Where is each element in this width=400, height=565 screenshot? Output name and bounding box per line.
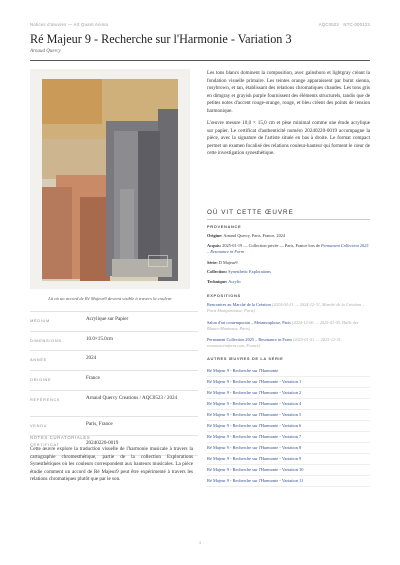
- collection-label: Collection:: [207, 269, 228, 274]
- meta-row-sold: [30, 417, 198, 437]
- acquired-label: Acquis:: [207, 243, 222, 248]
- other-work-link[interactable]: Ré Majeur 9 - Recherche sur l'Harmonie - Variation 8: [207, 443, 370, 454]
- series-label: Série:: [207, 260, 218, 265]
- artwork-caption: Là où un accord de Ré Majeur9 devient visible à travers la couleur: [48, 296, 172, 301]
- provenance-heading: PROVENANCE: [207, 224, 242, 229]
- meta-key: DIMENSIONS: [30, 337, 62, 343]
- meta-row-reference: [30, 391, 198, 417]
- exhibition-name[interactable]: Rencontres au Marché de la Création: [207, 302, 271, 307]
- technique-link[interactable]: Acrylic: [228, 279, 242, 284]
- where-divider: [207, 219, 370, 220]
- provenance-technique: [207, 279, 370, 285]
- exhibition-detail: (2025-01-01 → 2025-12-31, resonanceinform.com, France): [207, 337, 342, 348]
- technique-label: Technique:: [207, 279, 228, 284]
- exhibition-item[interactable]: [207, 337, 370, 349]
- meta-row-origin: [30, 371, 198, 391]
- meta-key: RÉFÉRENCE: [30, 396, 61, 402]
- provenance-series: [207, 260, 370, 266]
- reference-code: AQC0523 · NTC-000123: [318, 22, 370, 27]
- provenance-origin: [207, 233, 370, 239]
- title-divider: [30, 60, 370, 61]
- description-paragraph-2: L'œuvre mesure 10,0 × 15,0 cm et pèse minimal comme une étude acrylique sur papier. Le certificat d'authenticité numéro 20240220-0019 accompagne la pièce, avec la signature de l'artiste située en bas à droite. Le format compact permet un examen focalisé des relations couleur-hauteur qui forment le cœur de cette investigation synesthétique.: [207, 120, 370, 156]
- page-number: 1: [198, 540, 202, 545]
- artwork-image: [42, 79, 178, 281]
- other-work-link[interactable]: Ré Majeur 9 - Recherche sur l'Harmonie - Variation 6: [207, 421, 370, 432]
- exhibition-detail: (2024-04-21 → 2024-12-31, Marché de la Création – Paris Montparnasse, Paris): [207, 302, 365, 313]
- other-work-link[interactable]: Ré Majeur 9 - Recherche sur l'Harmonie: [207, 366, 370, 377]
- description: [207, 70, 370, 163]
- other-work-link[interactable]: Ré Majeur 9 - Recherche sur l'Harmonie - Variation 10: [207, 465, 370, 476]
- other-work-link[interactable]: Ré Majeur 9 - Recherche sur l'Harmonie - Variation 9: [207, 454, 370, 465]
- description-paragraph-1: Les tons blancs dominent la composition, avec gainsboro et lightgray créant la fondation visuelle primaire. Les teintes orange apparaissent par burnt sienna, rosybrown, et tan, établissant des relations chromatiques chaudes. Les tons gris en dimgray et grayish purple fournissent des éléments structurels, tandis que de petites notes d'accent rouge-orange, rouge, et bleu créent des points de tension harmonique.: [207, 70, 370, 114]
- origin-label: Origine:: [207, 233, 223, 238]
- other-works-heading: AUTRES ŒUVRES DE LA SÉRIE: [207, 356, 284, 361]
- other-work-link[interactable]: Ré Majeur 9 - Recherche sur l'Harmonie - Variation 11: [207, 476, 370, 487]
- meta-key: ANNÉE: [30, 357, 47, 363]
- artist-name: Arnaud Quercy: [30, 49, 61, 54]
- other-work-link[interactable]: Ré Majeur 9 - Recherche sur l'Harmonie - Variation 1: [207, 377, 370, 388]
- meta-key: VENDU: [30, 422, 48, 428]
- origin-value: Arnaud Quercy, Paris, France, 2024: [223, 233, 286, 238]
- series-value: D Majeur9: [218, 260, 238, 265]
- meta-row-year: [30, 351, 198, 371]
- meta-value: 2024: [86, 355, 97, 362]
- exhibition-item[interactable]: [207, 320, 370, 332]
- other-work-link[interactable]: Ré Majeur 9 - Recherche sur l'Harmonie - Variation 4: [207, 399, 370, 410]
- meta-key: MÉDIUM: [30, 318, 50, 323]
- meta-value: Acrylique sur Papier: [86, 316, 129, 322]
- meta-value: Arnaud Quercy Creations / AQC0523 / 2024: [86, 394, 178, 401]
- other-works-list: [207, 366, 370, 487]
- artwork-frame: [30, 69, 190, 289]
- meta-row-dimensions: [30, 332, 198, 352]
- notes-heading: NOTES CURATORIALES: [30, 435, 91, 440]
- signature-stamp: [148, 255, 168, 267]
- exhibition-name[interactable]: Salon d'art contemporain – Metamorphose, Paris: [207, 320, 291, 325]
- provenance-collection: [207, 269, 370, 275]
- exhibition-item[interactable]: [207, 302, 370, 314]
- breadcrumb: Notices d'œuvres — Art Quant Anima: [30, 22, 109, 27]
- meta-row-medium: [30, 311, 198, 332]
- collection-link[interactable]: Synesthetic Explorations: [228, 269, 271, 274]
- provenance-acquired: [207, 243, 370, 256]
- meta-key: ORIGINE: [30, 377, 52, 383]
- meta-value: Paris, France: [86, 420, 113, 427]
- other-work-link[interactable]: Ré Majeur 9 - Recherche sur l'Harmonie - Variation 2: [207, 388, 370, 399]
- exhibition-detail: (2024-12-06 → 2025-01-05, Halle des Blancs-Manteaux, Paris): [207, 320, 359, 331]
- where-title: OÙ VIT CETTE ŒUVRE: [207, 209, 294, 216]
- meta-key: CERTIFICAT: [30, 442, 60, 448]
- other-work-link[interactable]: Ré Majeur 9 - Recherche sur l'Harmonie - Variation 7: [207, 432, 370, 443]
- top-bar: [30, 22, 370, 30]
- acquired-value: 2025-01-19 — Collection privée — Paris, France lors de: [222, 243, 320, 248]
- exhibitions-heading: EXPOSITIONS: [207, 293, 241, 298]
- curatorial-notes: Cette œuvre explore la traduction visuelle de l'harmonie musicale à travers la cartographie chromesthétique, partie de la collection Explorations Synesthétiques où les couleurs correspondent aux hauteurs musicales. La pièce étudie comment un accord de Ré Majeur9 peut être expérimenté à travers les relations chromatiques plutôt que par le son.: [30, 446, 193, 482]
- acquired-event-link[interactable]: Permanent Collection 2025 – Resonance in Form: [207, 243, 369, 255]
- page-title: Ré Majeur 9 - Recherche sur l'Harmonie - Variation 3: [30, 32, 292, 46]
- meta-value: France: [86, 375, 100, 382]
- other-work-link[interactable]: Ré Majeur 9 - Recherche sur l'Harmonie - Variation 5: [207, 410, 370, 421]
- meta-value: 20240220-0019: [86, 440, 119, 447]
- meta-value: 10.0×15.0cm: [86, 335, 113, 342]
- exhibition-name[interactable]: Permanent Collection 2025 – Resonance in Form: [207, 337, 292, 342]
